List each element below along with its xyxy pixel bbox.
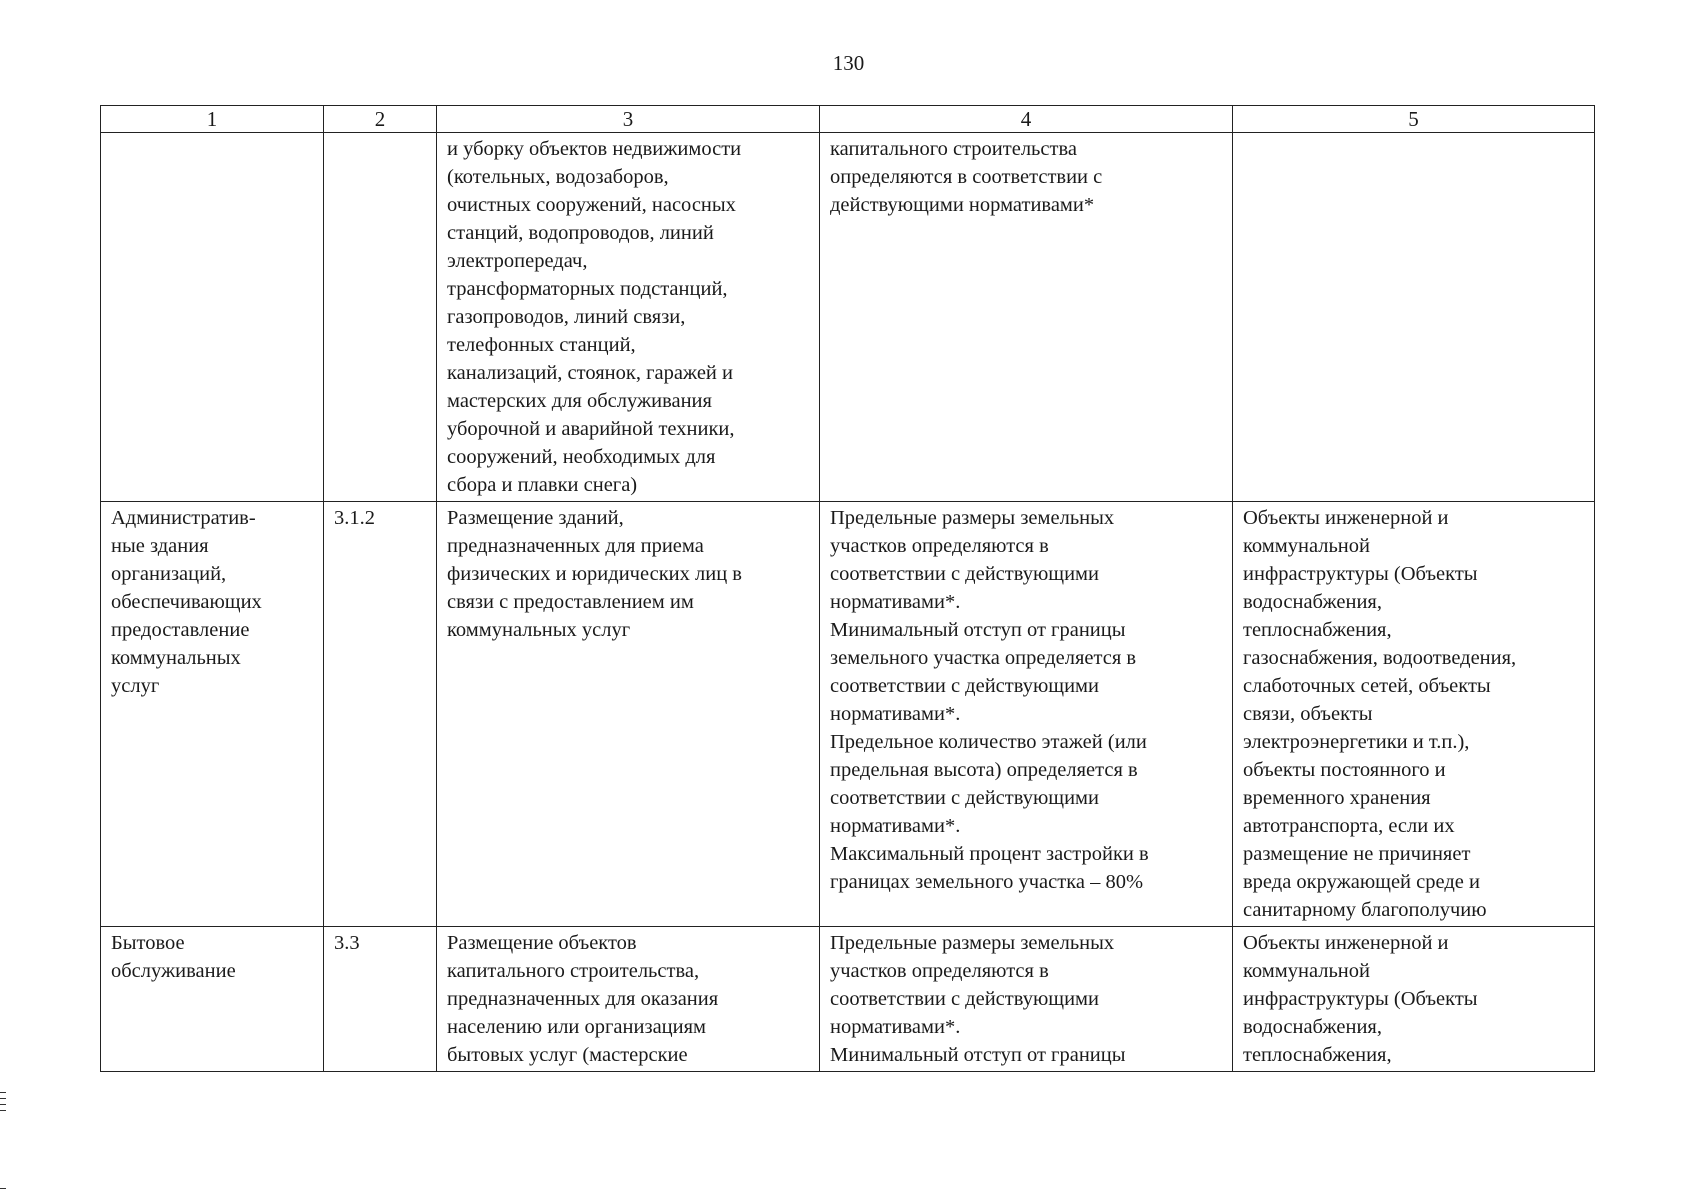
land-use-code-cell <box>324 133 437 502</box>
auxiliary-uses-cell: Объекты инженерной и коммунальной инфраструктуры (Объекты водоснабжения, теплоснабжения, газоснабжения, водоотведения, слаботочных сетей, объекты связи, объекты электроэнергетики и т.п.), объекты постоянного и временного хранения автотранспорта, если их размещение не причиняет вреда окружающей среде и санитарному благополучию <box>1233 502 1595 927</box>
column-header-1: 1 <box>101 106 324 133</box>
table-row <box>101 927 1595 1072</box>
table-row <box>101 133 1595 502</box>
scan-mark <box>0 1092 6 1093</box>
page-number: 130 <box>832 51 865 75</box>
land-use-description-cell: Размещение объектов капитального строительства, предназначенных для оказания населению или организациям бытовых услуг (мастерские <box>437 927 820 1072</box>
land-use-name-cell <box>101 133 324 502</box>
land-use-description-cell: и уборку объектов недвижимости (котельных, водозаборов, очистных сооружений, насосных станций, водопроводов, линий электропередач, трансформаторных подстанций, газопроводов, линий связи, телефонных станций, канализаций, стоянок, гаражей и мастерских для обслуживания уборочной и аварийной техники, сооружений, необходимых для сбора и плавки снега) <box>437 133 820 502</box>
scan-mark <box>0 1104 6 1105</box>
auxiliary-uses-cell <box>1233 133 1595 502</box>
land-use-name-cell: Бытовое обслуживание <box>101 927 324 1072</box>
parameters-cell: капитального строительства определяются в соответствии с действующими нормативами* <box>820 133 1233 502</box>
column-header-2: 2 <box>324 106 437 133</box>
scan-mark <box>0 1098 6 1099</box>
column-header-3: 3 <box>437 106 820 133</box>
table-row <box>101 502 1595 927</box>
auxiliary-uses-cell: Объекты инженерной и коммунальной инфраструктуры (Объекты водоснабжения, теплоснабжения, <box>1233 927 1595 1072</box>
scan-mark <box>0 1188 6 1189</box>
land-use-description-cell: Размещение зданий, предназначенных для приема физических и юридических лиц в связи с предоставлением им коммунальных услуг <box>437 502 820 927</box>
regulations-table <box>100 105 1595 1072</box>
land-use-code-cell: 3.1.2 <box>324 502 437 927</box>
scan-mark <box>0 1110 6 1111</box>
column-header-4: 4 <box>820 106 1233 133</box>
column-header-5: 5 <box>1233 106 1595 133</box>
parameters-cell: Предельные размеры земельных участков определяются в соответствии с действующими нормативами*. Минимальный отступ от границы <box>820 927 1233 1072</box>
parameters-cell: Предельные размеры земельных участков определяются в соответствии с действующими нормативами*. Минимальный отступ от границы земельного участка определяется в соответствии с действующими нормативами*. Предельное количество этажей (или предельная высота) определяется в соответствии с действующими нормативами*. Максимальный процент застройки в границах земельного участка – 80% <box>820 502 1233 927</box>
land-use-name-cell: Административ- ные здания организаций, обеспечивающих предоставление коммунальных услуг <box>101 502 324 927</box>
table-header-row <box>101 106 1595 133</box>
land-use-code-cell: 3.3 <box>324 927 437 1072</box>
